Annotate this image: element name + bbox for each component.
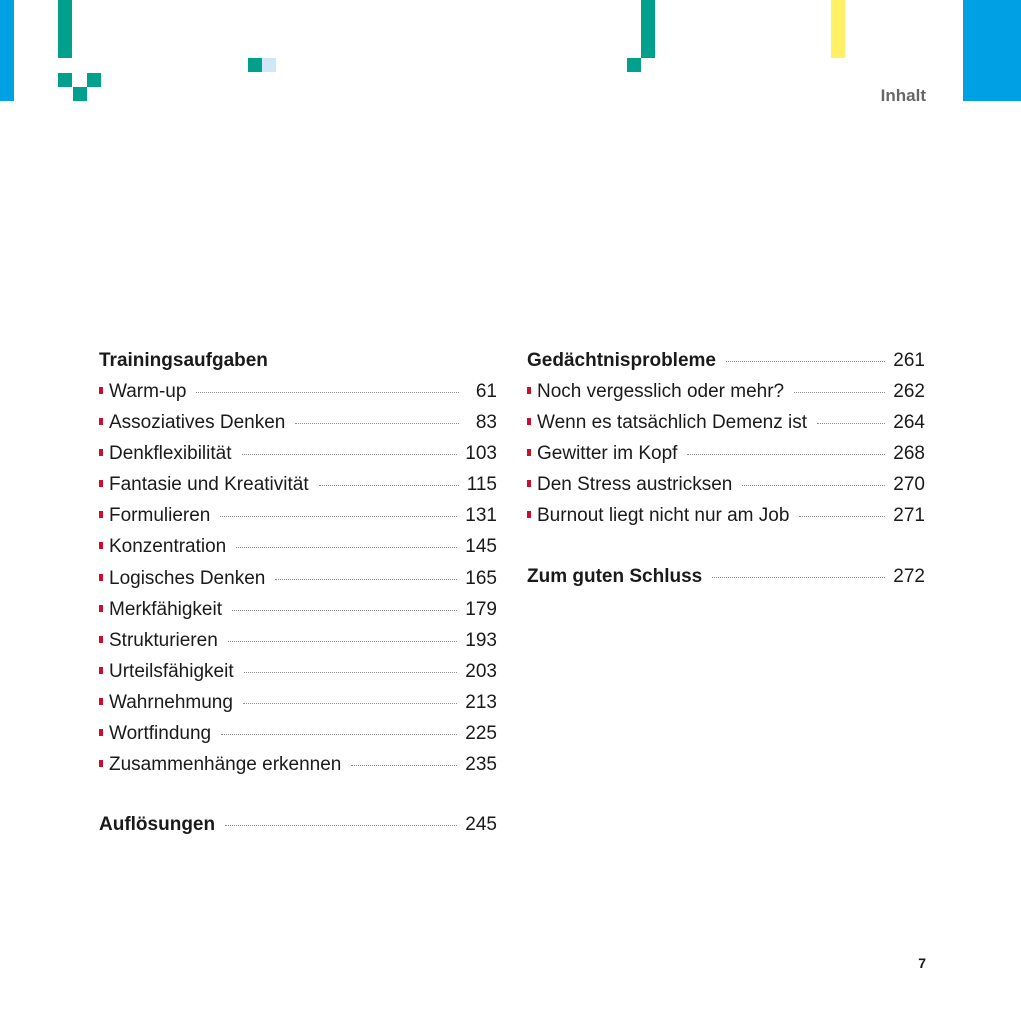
toc-entry-title: Gewitter im Kopf [537,443,678,465]
toc-main-entry[interactable] [99,811,497,842]
deco-blue-block-right [963,0,1021,101]
toc-entry-page: 103 [465,443,497,465]
bullet-icon [527,418,531,425]
deco-teal-square [627,58,641,72]
dot-leader [799,516,885,517]
toc-entry-title: Wahrnehmung [109,691,233,713]
bullet-icon [99,760,103,767]
toc-entry-page: 179 [465,598,497,620]
bullet-icon [99,667,103,674]
toc-right-column [527,347,925,594]
toc-entry-page: 203 [465,660,497,682]
section-label: Inhalt [880,86,926,105]
toc-heading: Trainingsaufgaben [99,350,268,371]
bullet-icon [99,605,103,612]
dot-leader [712,577,885,578]
bullet-icon [527,449,531,456]
dot-leader [351,765,457,766]
bullet-icon [99,729,103,736]
toc-entry-title: Strukturieren [109,629,218,651]
dot-leader [726,361,885,362]
toc-entry-page: 235 [465,754,497,776]
page-number: 7 [918,955,926,971]
toc-entry[interactable] [99,378,497,409]
toc-entry-title: Burnout liegt nicht nur am Job [537,505,790,527]
toc-entry[interactable] [99,596,497,627]
deco-teal-bar [58,0,72,58]
dot-leader [225,825,457,826]
toc-main-entry[interactable] [527,347,925,378]
dot-leader [232,610,457,611]
toc-entry-page: 264 [893,412,925,434]
dot-leader [228,641,458,642]
bullet-icon [99,542,103,549]
toc-entry-title: Konzentration [109,536,227,558]
toc-entry-title: Auflösungen [99,814,216,836]
toc-entry-title: Warm-up [109,381,187,402]
toc-entry-page: 261 [893,350,925,371]
toc-entry-title: Wortfindung [109,723,212,745]
toc-entry-page: 61 [475,381,497,402]
toc-entry-page: 165 [465,567,497,589]
toc-entry[interactable] [99,658,497,689]
toc-entry-title: Fantasie und Kreativität [109,474,309,496]
dot-leader [295,423,459,424]
toc-entry-page: 131 [465,505,497,527]
toc-entry-title: Zum guten Schluss [527,565,703,587]
toc-entry-title: Logisches Denken [109,567,266,589]
dot-leader [742,485,885,486]
toc-entry[interactable] [99,440,497,471]
deco-teal-square [87,73,101,87]
toc-entry-page: 115 [466,474,497,496]
dot-leader [244,672,458,673]
toc-entry[interactable] [527,440,925,471]
toc-entry-page: 213 [465,691,497,713]
toc-entry-title: Wenn es tatsächlich Demenz ist [537,412,807,434]
bullet-icon [99,387,103,394]
toc-entry-page: 262 [893,381,925,403]
bullet-icon [99,449,103,456]
dot-leader [817,423,885,424]
toc-entry-title: Merkfähigkeit [109,598,222,620]
toc-entry[interactable] [99,689,497,720]
deco-teal-bar [641,0,655,58]
deco-teal-square [248,58,262,72]
toc-entry-title: Denkflexibilität [109,443,232,465]
toc-entry-page: 271 [893,505,925,527]
toc-entry[interactable] [99,502,497,533]
toc-entry-title: Den Stress austricksen [537,474,733,496]
dot-leader [236,547,457,548]
bullet-icon [99,636,103,643]
toc-entry-page: 83 [475,412,497,434]
toc-entry[interactable] [527,378,925,409]
toc-entry[interactable] [99,409,497,440]
deco-teal-square [73,87,87,101]
toc-entry-title: Assoziatives Denken [109,412,286,434]
bullet-icon [527,511,531,518]
toc-entry-page: 193 [465,629,497,651]
toc-entry[interactable] [99,627,497,658]
toc-entry[interactable] [527,471,925,502]
toc-entry[interactable] [99,720,497,751]
toc-entry-title: Zusammenhänge erkennen [109,754,342,776]
toc-entry[interactable] [99,533,497,564]
deco-teal-square [58,73,72,87]
bullet-icon [99,480,103,487]
toc-main-entry[interactable] [527,563,925,594]
toc-entry-page: 145 [465,536,497,558]
deco-blue-bar-left [0,0,14,101]
dot-leader [243,703,457,704]
dot-leader [275,579,457,580]
toc-entry[interactable] [527,502,925,533]
dot-leader [319,485,459,486]
toc-entry-page: 225 [465,723,497,745]
bullet-icon [99,511,103,518]
toc-entry-title: Gedächtnisprobleme [527,350,716,371]
toc-entry[interactable] [99,751,497,782]
dot-leader [196,392,459,393]
toc-entry-title: Formulieren [109,505,211,527]
toc-entry-page: 272 [893,565,925,587]
deco-yellow-bar [831,0,845,58]
toc-entry-title: Noch vergesslich oder mehr? [537,381,785,403]
bullet-icon [99,418,103,425]
dot-leader [220,516,457,517]
toc-entry-title: Urteilsfähigkeit [109,660,234,682]
bullet-icon [99,574,103,581]
bullet-icon [527,480,531,487]
toc-entry-page: 270 [893,474,925,496]
toc-entry[interactable] [99,471,497,502]
toc-entry-page: 268 [893,443,925,465]
bullet-icon [99,698,103,705]
toc-entry-page: 245 [465,814,497,836]
deco-lightblue-square [262,58,276,72]
bullet-icon [527,387,531,394]
dot-leader [242,454,458,455]
dot-leader [687,454,885,455]
toc-entry[interactable] [99,565,497,596]
dot-leader [794,392,885,393]
toc-left-column [99,347,497,842]
dot-leader [221,734,457,735]
toc-entry[interactable] [527,409,925,440]
